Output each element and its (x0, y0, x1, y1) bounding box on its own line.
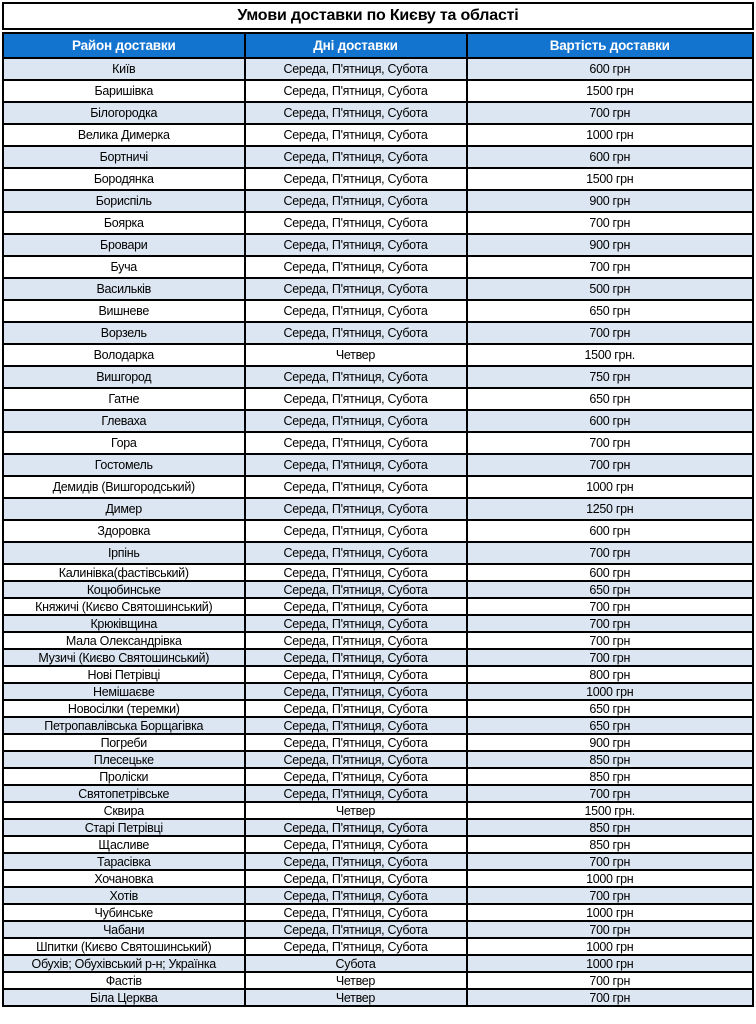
cost-cell: 700 грн (467, 615, 754, 632)
table-row (3, 819, 753, 836)
district-cell: Мала Олександрівка (3, 632, 245, 649)
district-cell: Шпитки (Києво Святошинський) (3, 938, 245, 955)
cost-cell: 700 грн (467, 598, 754, 615)
days-cell: Середа, П'ятниця, Субота (245, 751, 467, 768)
table-row (3, 904, 753, 921)
days-cell: Середа, П'ятниця, Субота (245, 870, 467, 887)
table-row (3, 212, 753, 234)
table-row (3, 102, 753, 124)
days-cell: Четвер (245, 972, 467, 989)
cost-cell: 700 грн (467, 542, 754, 564)
cost-cell: 700 грн (467, 632, 754, 649)
column-header-days: Дні доставки (245, 33, 467, 58)
district-cell: Ірпінь (3, 542, 245, 564)
district-cell: Святопетрівське (3, 785, 245, 802)
table-row (3, 785, 753, 802)
table-row (3, 666, 753, 683)
cost-cell: 1000 грн (467, 870, 754, 887)
cost-cell: 1000 грн (467, 124, 754, 146)
delivery-table-header (3, 33, 753, 58)
district-cell: Баришівка (3, 80, 245, 102)
district-cell: Чабани (3, 921, 245, 938)
days-cell: Четвер (245, 989, 467, 1006)
cost-cell: 600 грн (467, 564, 754, 581)
district-cell: Проліски (3, 768, 245, 785)
cost-cell: 1250 грн (467, 498, 754, 520)
cost-cell: 650 грн (467, 717, 754, 734)
district-cell: Ворзель (3, 322, 245, 344)
cost-cell: 700 грн (467, 972, 754, 989)
table-row (3, 520, 753, 542)
days-cell: Середа, П'ятниця, Субота (245, 498, 467, 520)
district-cell: Погреби (3, 734, 245, 751)
days-cell: Середа, П'ятниця, Субота (245, 819, 467, 836)
district-cell: Боярка (3, 212, 245, 234)
cost-cell: 900 грн (467, 734, 754, 751)
cost-cell: 1000 грн (467, 955, 754, 972)
cost-cell: 700 грн (467, 256, 754, 278)
district-cell: Чубинське (3, 904, 245, 921)
table-row (3, 972, 753, 989)
cost-cell: 650 грн (467, 700, 754, 717)
cost-cell: 600 грн (467, 146, 754, 168)
days-cell: Середа, П'ятниця, Субота (245, 212, 467, 234)
days-cell: Субота (245, 955, 467, 972)
days-cell: Середа, П'ятниця, Субота (245, 853, 467, 870)
days-cell: Четвер (245, 802, 467, 819)
cost-cell: 850 грн (467, 836, 754, 853)
cost-cell: 850 грн (467, 751, 754, 768)
days-cell: Четвер (245, 344, 467, 366)
cost-cell: 600 грн (467, 58, 754, 80)
table-row (3, 683, 753, 700)
district-cell: Сквира (3, 802, 245, 819)
days-cell: Середа, П'ятниця, Субота (245, 432, 467, 454)
district-cell: Петропавлівська Борщагівка (3, 717, 245, 734)
days-cell: Середа, П'ятниця, Субота (245, 454, 467, 476)
cost-cell: 600 грн (467, 410, 754, 432)
table-row (3, 734, 753, 751)
cost-cell: 700 грн (467, 102, 754, 124)
cost-cell: 800 грн (467, 666, 754, 683)
days-cell: Середа, П'ятниця, Субота (245, 904, 467, 921)
table-row (3, 836, 753, 853)
days-cell: Середа, П'ятниця, Субота (245, 666, 467, 683)
district-cell: Бородянка (3, 168, 245, 190)
days-cell: Середа, П'ятниця, Субота (245, 683, 467, 700)
table-row (3, 887, 753, 904)
cost-cell: 1000 грн (467, 476, 754, 498)
table-row (3, 768, 753, 785)
days-cell: Середа, П'ятниця, Субота (245, 366, 467, 388)
table-row (3, 938, 753, 955)
table-row (3, 853, 753, 870)
days-cell: Середа, П'ятниця, Субота (245, 410, 467, 432)
district-cell: Бортничі (3, 146, 245, 168)
cost-cell: 700 грн (467, 853, 754, 870)
district-cell: Гатне (3, 388, 245, 410)
days-cell: Середа, П'ятниця, Субота (245, 80, 467, 102)
district-cell: Вишневе (3, 300, 245, 322)
days-cell: Середа, П'ятниця, Субота (245, 234, 467, 256)
days-cell: Середа, П'ятниця, Субота (245, 388, 467, 410)
table-row (3, 234, 753, 256)
cost-cell: 650 грн (467, 300, 754, 322)
days-cell: Середа, П'ятниця, Субота (245, 581, 467, 598)
district-cell: Нові Петрівці (3, 666, 245, 683)
district-cell: Калинівка(фастівський) (3, 564, 245, 581)
days-cell: Середа, П'ятниця, Субота (245, 717, 467, 734)
cost-cell: 700 грн (467, 921, 754, 938)
district-cell: Демидів (Вишгородський) (3, 476, 245, 498)
district-cell: Володарка (3, 344, 245, 366)
district-cell: Музичі (Києво Святошинський) (3, 649, 245, 666)
days-cell: Середа, П'ятниця, Субота (245, 836, 467, 853)
district-cell: Тарасівка (3, 853, 245, 870)
table-row (3, 542, 753, 564)
table-row (3, 802, 753, 819)
district-cell: Плесецьке (3, 751, 245, 768)
district-cell: Хочановка (3, 870, 245, 887)
days-cell: Середа, П'ятниця, Субота (245, 649, 467, 666)
district-cell: Крюківщина (3, 615, 245, 632)
days-cell: Середа, П'ятниця, Субота (245, 768, 467, 785)
table-row (3, 168, 753, 190)
cost-cell: 700 грн (467, 887, 754, 904)
district-cell: Обухів; Обухівський р-н; Українка (3, 955, 245, 972)
district-cell: Велика Димерка (3, 124, 245, 146)
cost-cell: 700 грн (467, 454, 754, 476)
cost-cell: 650 грн (467, 388, 754, 410)
district-cell: Старі Петрівці (3, 819, 245, 836)
days-cell: Середа, П'ятниця, Субота (245, 615, 467, 632)
cost-cell: 1000 грн (467, 904, 754, 921)
days-cell: Середа, П'ятниця, Субота (245, 785, 467, 802)
table-row (3, 498, 753, 520)
table-row (3, 366, 753, 388)
table-row (3, 649, 753, 666)
district-cell: Фастів (3, 972, 245, 989)
district-cell: Бровари (3, 234, 245, 256)
district-cell: Хотів (3, 887, 245, 904)
days-cell: Середа, П'ятниця, Субота (245, 700, 467, 717)
cost-cell: 1500 грн (467, 168, 754, 190)
table-row (3, 870, 753, 887)
delivery-table-body (3, 58, 753, 1006)
district-cell: Немішаєве (3, 683, 245, 700)
cost-cell: 1500 грн (467, 80, 754, 102)
district-cell: Васильків (3, 278, 245, 300)
cost-cell: 850 грн (467, 819, 754, 836)
cost-cell: 700 грн (467, 649, 754, 666)
table-row (3, 124, 753, 146)
days-cell: Середа, П'ятниця, Субота (245, 278, 467, 300)
table-row (3, 598, 753, 615)
cost-cell: 1000 грн (467, 938, 754, 955)
days-cell: Середа, П'ятниця, Субота (245, 520, 467, 542)
days-cell: Середа, П'ятниця, Субота (245, 168, 467, 190)
days-cell: Середа, П'ятниця, Субота (245, 476, 467, 498)
days-cell: Середа, П'ятниця, Субота (245, 146, 467, 168)
column-header-district: Район доставки (3, 33, 245, 58)
district-cell: Київ (3, 58, 245, 80)
table-row (3, 58, 753, 80)
days-cell: Середа, П'ятниця, Субота (245, 124, 467, 146)
district-cell: Гостомель (3, 454, 245, 476)
page-title: Умови доставки по Києву та області (2, 2, 754, 30)
cost-cell: 700 грн (467, 989, 754, 1006)
cost-cell: 700 грн (467, 212, 754, 234)
table-row (3, 454, 753, 476)
cost-cell: 750 грн (467, 366, 754, 388)
header-row (3, 33, 753, 58)
cost-cell: 900 грн (467, 234, 754, 256)
days-cell: Середа, П'ятниця, Субота (245, 921, 467, 938)
days-cell: Середа, П'ятниця, Субота (245, 734, 467, 751)
district-cell: Гора (3, 432, 245, 454)
table-row (3, 564, 753, 581)
table-row (3, 581, 753, 598)
table-row (3, 921, 753, 938)
district-cell: Щасливе (3, 836, 245, 853)
cost-cell: 900 грн (467, 190, 754, 212)
table-row (3, 146, 753, 168)
district-cell: Бориспіль (3, 190, 245, 212)
cost-cell: 700 грн (467, 785, 754, 802)
column-header-cost: Вартість доставки (467, 33, 754, 58)
days-cell: Середа, П'ятниця, Субота (245, 58, 467, 80)
days-cell: Середа, П'ятниця, Субота (245, 322, 467, 344)
table-row (3, 344, 753, 366)
table-row (3, 432, 753, 454)
table-row (3, 410, 753, 432)
cost-cell: 1500 грн. (467, 344, 754, 366)
delivery-table (2, 32, 754, 1007)
cost-cell: 500 грн (467, 278, 754, 300)
table-row (3, 190, 753, 212)
district-cell: Вишгород (3, 366, 245, 388)
cost-cell: 700 грн (467, 322, 754, 344)
days-cell: Середа, П'ятниця, Субота (245, 598, 467, 615)
table-row (3, 955, 753, 972)
cost-cell: 600 грн (467, 520, 754, 542)
table-row (3, 322, 753, 344)
days-cell: Середа, П'ятниця, Субота (245, 632, 467, 649)
days-cell: Середа, П'ятниця, Субота (245, 190, 467, 212)
days-cell: Середа, П'ятниця, Субота (245, 887, 467, 904)
days-cell: Середа, П'ятниця, Субота (245, 564, 467, 581)
district-cell: Біла Церква (3, 989, 245, 1006)
cost-cell: 700 грн (467, 432, 754, 454)
table-row (3, 615, 753, 632)
district-cell: Глеваха (3, 410, 245, 432)
district-cell: Здоровка (3, 520, 245, 542)
cost-cell: 850 грн (467, 768, 754, 785)
table-row (3, 989, 753, 1006)
days-cell: Середа, П'ятниця, Субота (245, 300, 467, 322)
table-row (3, 80, 753, 102)
district-cell: Димер (3, 498, 245, 520)
days-cell: Середа, П'ятниця, Субота (245, 102, 467, 124)
table-row (3, 476, 753, 498)
days-cell: Середа, П'ятниця, Субота (245, 256, 467, 278)
district-cell: Новосілки (теремки) (3, 700, 245, 717)
table-row (3, 717, 753, 734)
cost-cell: 1500 грн. (467, 802, 754, 819)
district-cell: Коцюбинське (3, 581, 245, 598)
table-row (3, 632, 753, 649)
district-cell: Княжичі (Києво Святошинський) (3, 598, 245, 615)
days-cell: Середа, П'ятниця, Субота (245, 938, 467, 955)
table-row (3, 700, 753, 717)
table-row (3, 388, 753, 410)
cost-cell: 650 грн (467, 581, 754, 598)
table-row (3, 278, 753, 300)
table-row (3, 256, 753, 278)
table-row (3, 300, 753, 322)
table-row (3, 751, 753, 768)
cost-cell: 1000 грн (467, 683, 754, 700)
district-cell: Буча (3, 256, 245, 278)
days-cell: Середа, П'ятниця, Субота (245, 542, 467, 564)
district-cell: Білогородка (3, 102, 245, 124)
